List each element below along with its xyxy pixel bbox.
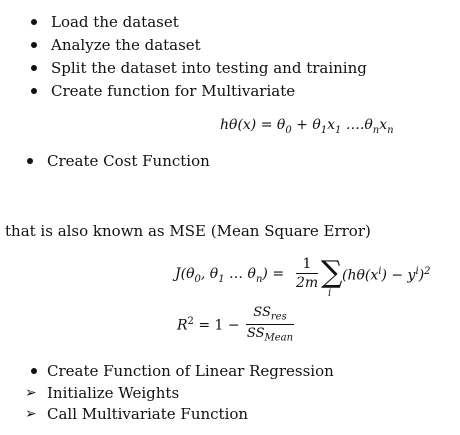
arrow-bullet-icon: ➢: [25, 385, 37, 401]
list-item: Create Cost Function: [47, 152, 210, 170]
list-item: Create Function of Linear Regression: [47, 362, 334, 380]
list-item: Initialize Weights: [47, 384, 180, 402]
list-item: Create function for Multivariate: [51, 82, 296, 100]
bullet-dot: [31, 65, 37, 71]
bullet-dot: [31, 88, 37, 94]
paragraph-mse: that is also known as MSE (Mean Square Error): [5, 222, 371, 240]
list-item: Analyze the dataset: [51, 36, 201, 54]
fraction-one-over-2m: 1 2m: [296, 256, 319, 291]
arrow-bullet-icon: ➢: [25, 406, 37, 422]
equation-hypothesis: $h\theta(x) = \theta_0 + \theta_1x_1$ $\dots.\theta_nx_n$: [220, 117, 394, 136]
equation-cost-term: $(h\theta(x^i) - y^i)^2$: [342, 266, 431, 284]
bullet-dot: [31, 368, 37, 374]
equation-r2-lhs: $R^2 = 1$ −: [177, 316, 240, 334]
bullet-dot: [31, 19, 37, 25]
fraction-ss: $SS_{res}$ $SS_{Mean}$: [246, 305, 294, 344]
bullet-dot: [27, 158, 33, 164]
summation-sign: ∑: [321, 255, 343, 290]
bullet-dot: [31, 42, 37, 48]
list-item: Split the dataset into testing and training: [51, 59, 367, 77]
list-item: Call Multivariate Function: [47, 405, 249, 423]
list-item: Load the dataset: [51, 13, 179, 31]
equation-cost-lhs: $J(\theta_0$, $\theta_1$ … $\theta_n$) =: [175, 266, 285, 285]
summation-index: i: [328, 288, 332, 299]
